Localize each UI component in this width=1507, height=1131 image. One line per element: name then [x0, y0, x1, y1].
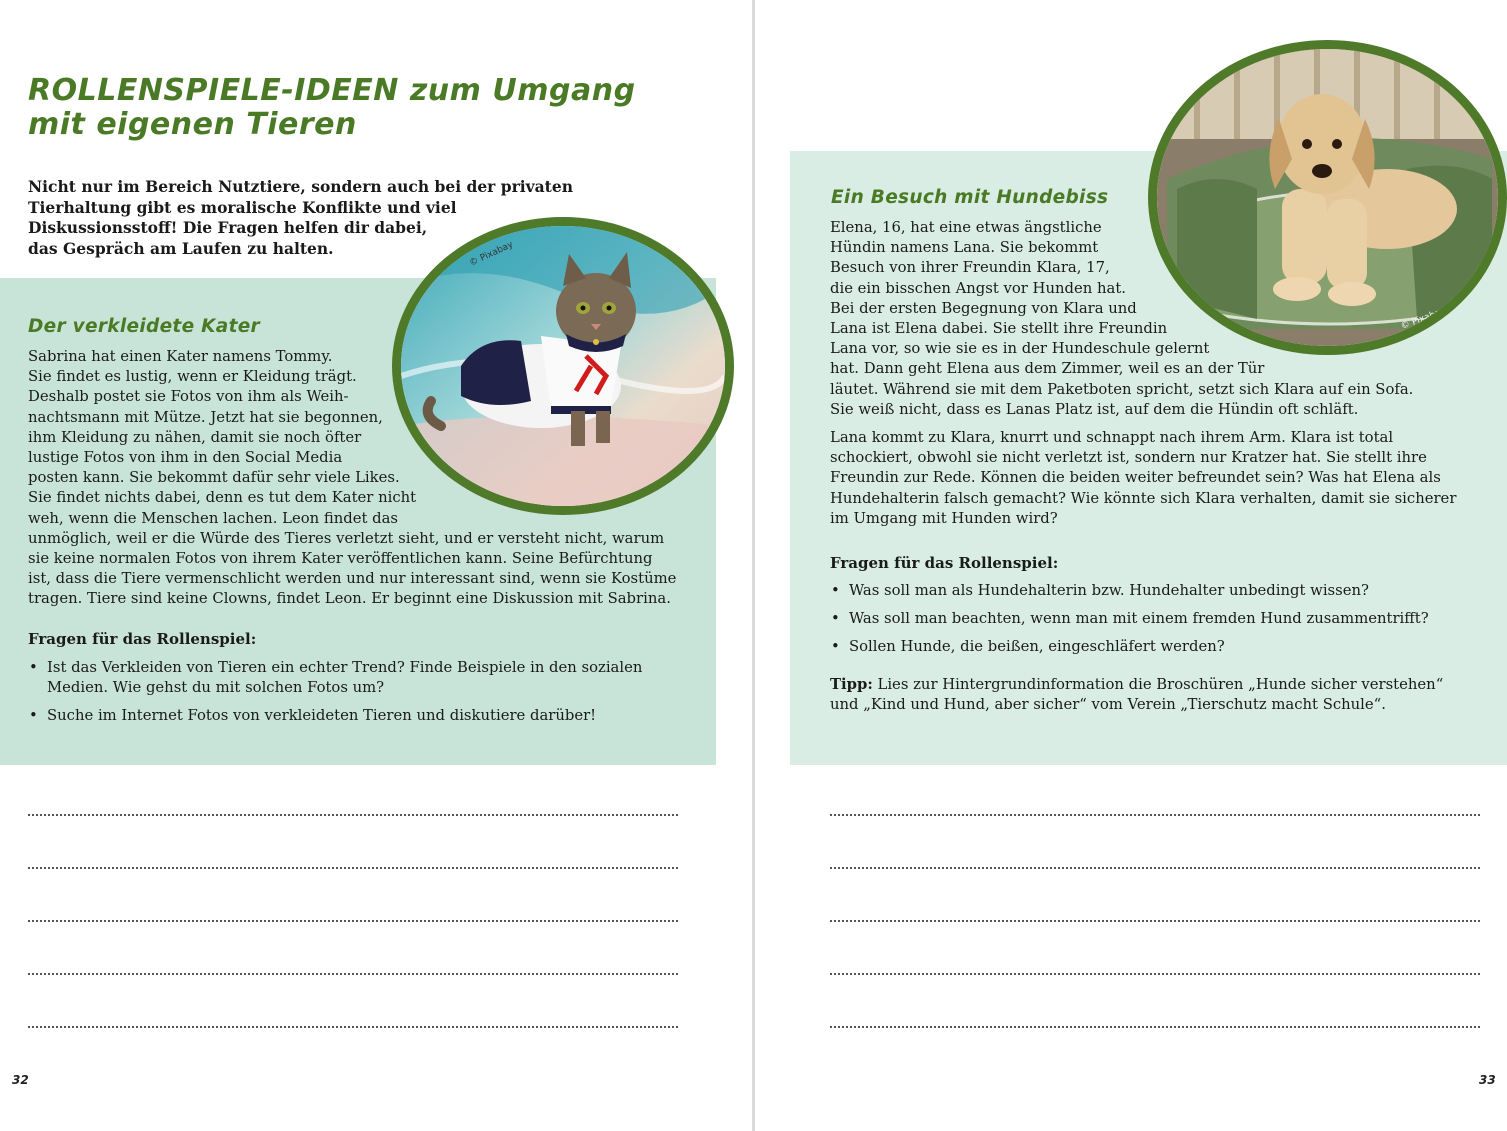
list-item: • Was soll man als Hundehalterin bzw. Hundehalter unbedingt wissen? — [830, 581, 1480, 601]
writing-line[interactable] — [28, 814, 678, 816]
title-line-2: mit eigenen Tieren — [28, 107, 357, 142]
story-line: Besuch von ihrer Freundin Klara, 17, — [830, 259, 1110, 277]
story-line: Hündin namens Lana. Sie bekommt — [830, 239, 1099, 257]
story-line: läutet. Während sie mit dem Paketboten spricht, setzt sich Klara auf ein Sofa. — [830, 380, 1414, 398]
intro-line: Diskussionsstoff! Die Fragen helfen dir dabei, — [28, 218, 428, 237]
story-line: Sabrina hat einen Kater namens Tommy. — [28, 348, 333, 365]
intro-line: das Gespräch am Laufen zu halten. — [28, 238, 334, 258]
story-line: nachtsmann mit Mütze. Jetzt hat sie begonnen, — [28, 408, 383, 426]
tip-text — [830, 675, 1480, 715]
page-right — [755, 0, 1507, 1131]
section-title-dog: Ein Besuch mit Hundebiss — [831, 187, 1109, 208]
tip-line-1: Lies zur Hintergrundinformation die Broschüren „Hunde sicher verstehen“ — [872, 676, 1444, 693]
questions-heading-dog: Fragen für das Rollenspiel: — [830, 554, 1059, 572]
writing-line[interactable] — [28, 867, 678, 869]
story-line: Sie findet es lustig, wenn er Kleidung trägt. — [28, 368, 357, 386]
dog-photo — [1148, 40, 1507, 355]
writing-lines-right — [830, 814, 1480, 1079]
writing-line[interactable] — [830, 1026, 1480, 1028]
story-line: hat. Dann geht Elena aus dem Zimmer, weil es an der Tür — [830, 360, 1265, 378]
story-line: posten kann. Sie bekommt dafür sehr viele Likes. — [28, 469, 400, 487]
story-line: lustige Fotos von ihm in den Social Media — [28, 449, 343, 467]
writing-line[interactable] — [28, 920, 678, 922]
list-item: • Was soll man beachten, wenn man mit einem fremden Hund zusammentrifft? — [830, 609, 1480, 629]
story-line: die ein bisschen Angst vor Hunden hat. — [830, 279, 1126, 297]
story-line: sie keine normalen Fotos von ihrem Kater veröffentlichen kann. Seine Befürchtung — [28, 550, 653, 568]
story-line: weh, wenn die Menschen lachen. Leon findet das — [28, 509, 399, 527]
story-line: ihm Kleidung zu nähen, damit sie noch öfter — [28, 428, 362, 446]
cat-photo — [392, 217, 734, 515]
questions-list-cat — [28, 658, 688, 735]
story-line: Lana ist Elena dabei. Sie stellt ihre Freundin — [830, 320, 1168, 338]
writing-lines-left — [28, 814, 678, 1079]
intro-line: Nicht nur im Bereich Nutztiere, sondern auch bei der privaten — [28, 177, 573, 196]
section-title-cat: Der verkleidete Kater — [28, 316, 260, 337]
story-line: Sie findet nichts dabei, denn es tut dem Kater nicht — [28, 489, 417, 507]
title-line-1: ROLLENSPIELE-IDEEN zum Umgang — [28, 73, 636, 108]
page-left — [0, 0, 752, 1131]
list-item: • Sollen Hunde, die beißen, eingeschläfert werden? — [830, 637, 1480, 657]
story-line: Sie weiß nicht, dass es Lanas Platz ist, auf dem die Hündin oft schläft. — [830, 400, 1359, 418]
story-line: Lana vor, so wie sie es in der Hundeschule gelernt — [830, 340, 1210, 358]
list-item: • Suche im Internet Fotos von verkleideten Tieren und diskutiere darüber! — [28, 706, 688, 726]
page-number-right: 33 — [1479, 1073, 1496, 1087]
story-line: ist, dass die Tiere vermenschlicht werden und nur interessant sind, wenn sie Kostüme — [28, 570, 677, 588]
intro-line: Tierhaltung gibt es moralische Konflikte und viel — [28, 197, 457, 217]
story-line: Deshalb postet sie Fotos von ihm als Weih- — [28, 388, 349, 406]
story-line: tragen. Tiere sind keine Clowns, findet Leon. Er beginnt eine Diskussion mit Sabrina. — [28, 590, 671, 608]
story-paragraph-2: Lana kommt zu Klara, knurrt und schnappt nach ihrem Arm. Klara ist total schockiert, obwohl sie nicht verletzt ist, sondern nur Kratzer hat. Sie stellt ihre Freundin zur Rede. Können die beiden weiter befreundet sein? Was hat Elena als Hundehalterin falsch gemacht? Wie könnte sich Klara verhalten, damit sie sicherer im Umgang mit Hunden wird? — [830, 429, 1457, 527]
story-line: unmöglich, weil er die Würde des Tieres verletzt sieht, und er versteht nicht, warum — [28, 529, 665, 547]
tip-line-2: und „Kind und Hund, aber sicher“ vom Verein „Tierschutz macht Schule“. — [830, 696, 1386, 714]
questions-list-dog — [830, 581, 1480, 666]
photo-credit: © Pixabay — [1399, 306, 1448, 332]
dog-photo-icon — [1157, 49, 1498, 346]
page-number-left: 32 — [12, 1073, 29, 1087]
writing-line[interactable] — [28, 1026, 678, 1028]
writing-line[interactable] — [830, 973, 1480, 975]
cat-photo-icon — [401, 226, 725, 506]
story-line: Elena, 16, hat eine etwas ängstliche — [830, 219, 1102, 236]
questions-heading-cat: Fragen für das Rollenspiel: — [28, 630, 257, 648]
list-item: • Ist das Verkleiden von Tieren ein echter Trend? Finde Beispiele in den sozialen Medien. Wie gehst du mit solchen Fotos um? — [28, 658, 688, 698]
story-line: Bei der ersten Begegnung von Klara und — [830, 299, 1137, 317]
writing-line[interactable] — [830, 867, 1480, 869]
writing-line[interactable] — [28, 973, 678, 975]
writing-line[interactable] — [830, 920, 1480, 922]
page-title — [28, 74, 636, 142]
photo-credit: © Pixabay — [468, 239, 515, 269]
tip-label: Tipp: — [830, 676, 873, 693]
writing-line[interactable] — [830, 814, 1480, 816]
